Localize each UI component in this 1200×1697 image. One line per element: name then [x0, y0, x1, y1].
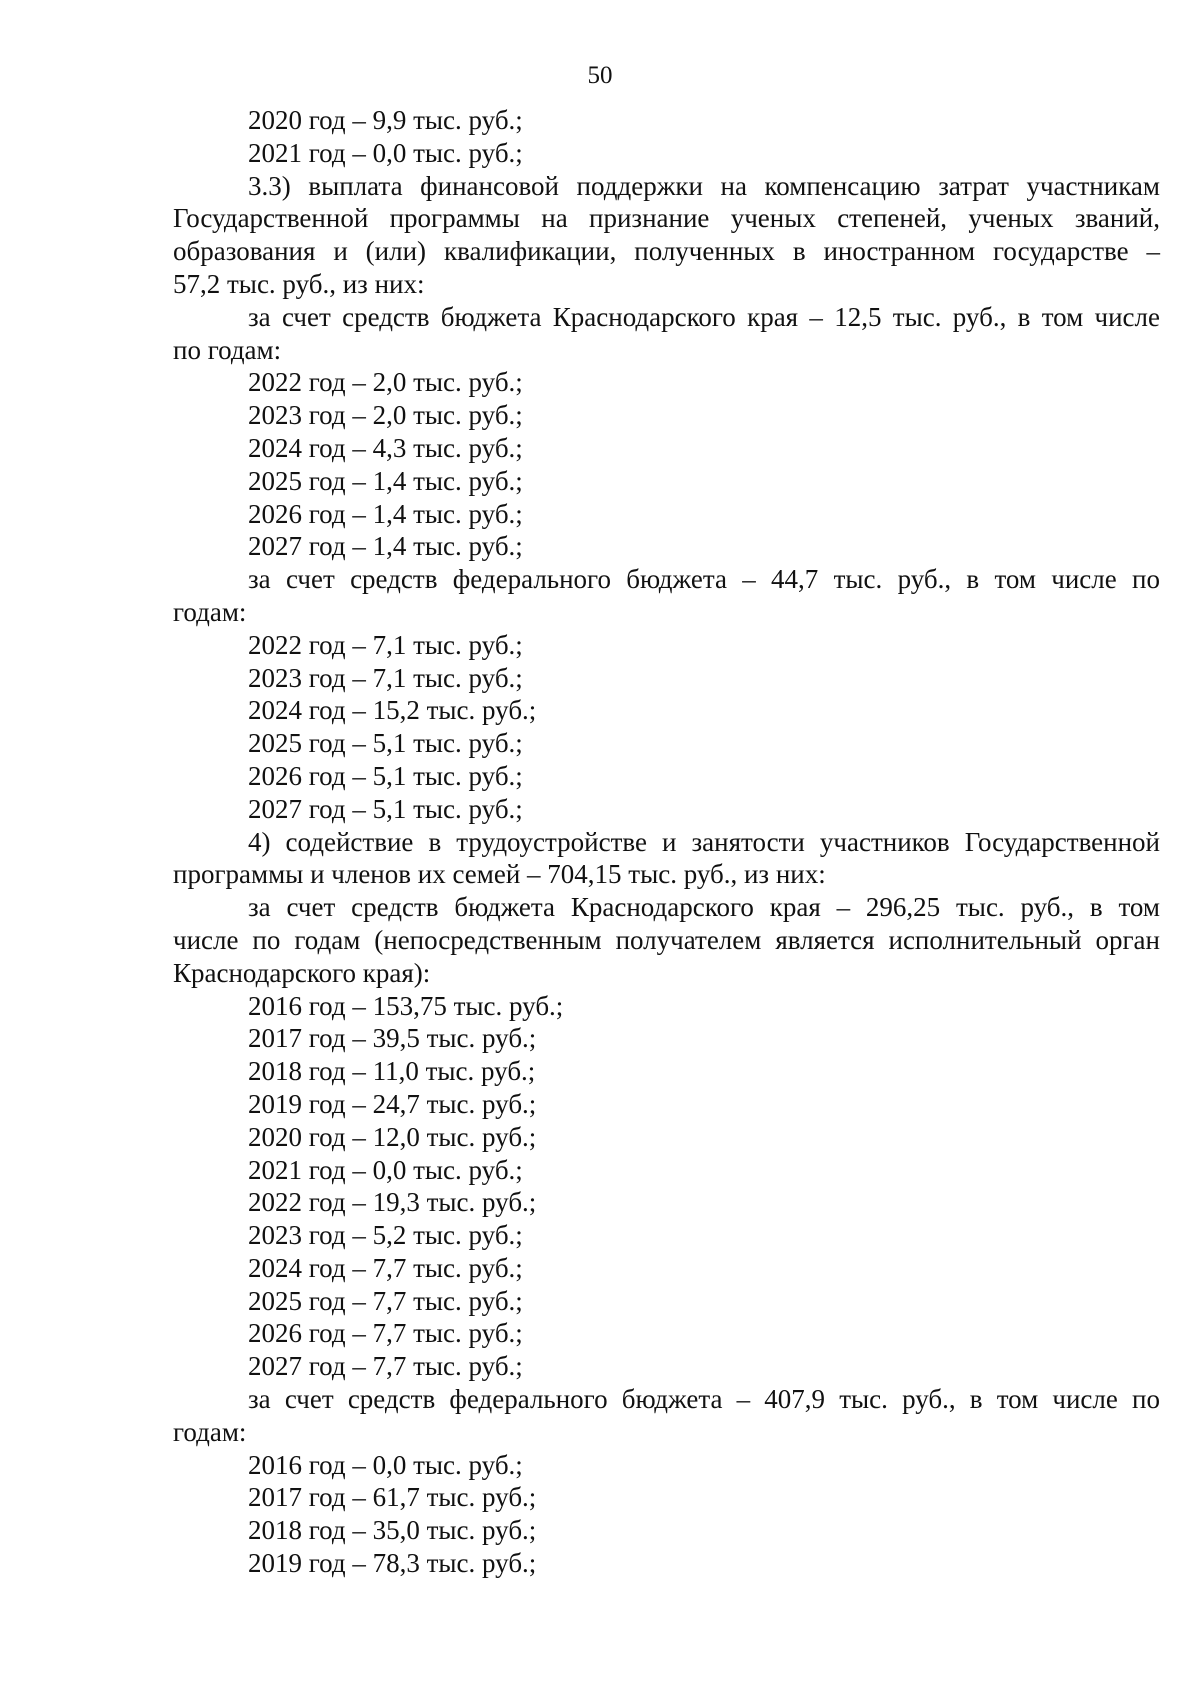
- text-line: 2025 год – 5,1 тыс. руб.;: [248, 728, 523, 759]
- text-line: 2023 год – 5,2 тыс. руб.;: [248, 1220, 523, 1251]
- text-line: 2016 год – 0,0 тыс. руб.;: [248, 1449, 523, 1480]
- text-line: 2022 год – 7,1 тыс. руб.;: [248, 629, 523, 660]
- text-line: числе по годам (непосредственным получателем является исполнительный орган: [173, 924, 1160, 955]
- text-line: 2021 год – 0,0 тыс. руб.;: [248, 137, 523, 168]
- text-line: 2019 год – 24,7 тыс. руб.;: [248, 1088, 537, 1119]
- text-line: годам:: [173, 1416, 247, 1447]
- text-line: 2020 год – 12,0 тыс. руб.;: [248, 1121, 537, 1152]
- text-line: 2026 год – 5,1 тыс. руб.;: [248, 760, 523, 791]
- text-line: 2027 год – 5,1 тыс. руб.;: [248, 793, 523, 824]
- text-line: за счет средств федерального бюджета – 44,7 тыс. руб., в том числе по: [248, 564, 1160, 595]
- document-body: [173, 104, 1160, 1580]
- text-line: 2021 год – 0,0 тыс. руб.;: [248, 1154, 523, 1185]
- text-line: 2024 год – 7,7 тыс. руб.;: [248, 1252, 523, 1283]
- text-line: 2024 год – 15,2 тыс. руб.;: [248, 695, 537, 726]
- text-line: 2022 год – 19,3 тыс. руб.;: [248, 1187, 537, 1218]
- text-line: за счет средств бюджета Краснодарского края – 12,5 тыс. руб., в том числе: [248, 301, 1160, 332]
- text-line: Краснодарского края):: [173, 957, 431, 988]
- text-line: 2018 год – 35,0 тыс. руб.;: [248, 1515, 537, 1546]
- text-line: 57,2 тыс. руб., из них:: [173, 268, 425, 299]
- text-line: 2024 год – 4,3 тыс. руб.;: [248, 432, 523, 463]
- text-line: 2022 год – 2,0 тыс. руб.;: [248, 367, 523, 398]
- text-line: 2025 год – 1,4 тыс. руб.;: [248, 465, 523, 496]
- text-line: 4) содействие в трудоустройстве и занятости участников Государственной: [248, 826, 1160, 857]
- text-line: 2017 год – 61,7 тыс. руб.;: [248, 1482, 537, 1513]
- text-line: 3.3) выплата финансовой поддержки на компенсацию затрат участникам: [248, 170, 1160, 201]
- text-line: 2016 год – 153,75 тыс. руб.;: [248, 990, 564, 1021]
- text-line: за счет средств федерального бюджета – 407,9 тыс. руб., в том числе по: [248, 1384, 1160, 1415]
- text-line: 2025 год – 7,7 тыс. руб.;: [248, 1285, 523, 1316]
- text-line: по годам:: [173, 334, 282, 365]
- text-line: 2027 год – 1,4 тыс. руб.;: [248, 531, 523, 562]
- text-line: 2018 год – 11,0 тыс. руб.;: [248, 1056, 536, 1087]
- text-line: Государственной программы на признание ученых степеней, ученых званий,: [173, 203, 1160, 234]
- text-line: 2017 год – 39,5 тыс. руб.;: [248, 1023, 537, 1054]
- text-line: 2019 год – 78,3 тыс. руб.;: [248, 1548, 537, 1579]
- text-line: программы и членов их семей – 704,15 тыс. руб., из них:: [173, 859, 826, 890]
- text-line: годам:: [173, 596, 247, 627]
- text-line: 2023 год – 2,0 тыс. руб.;: [248, 400, 523, 431]
- text-line: образования и (или) квалификации, полученных в иностранном государстве –: [173, 236, 1160, 267]
- text-line: 2026 год – 1,4 тыс. руб.;: [248, 498, 523, 529]
- text-line: 2020 год – 9,9 тыс. руб.;: [248, 105, 523, 135]
- text-line: 2027 год – 7,7 тыс. руб.;: [248, 1351, 523, 1382]
- text-line: 2023 год – 7,1 тыс. руб.;: [248, 662, 523, 693]
- text-line: за счет средств бюджета Краснодарского края – 296,25 тыс. руб., в том: [248, 892, 1160, 923]
- page-number: 50: [587, 62, 613, 89]
- text-line: 2026 год – 7,7 тыс. руб.;: [248, 1318, 523, 1349]
